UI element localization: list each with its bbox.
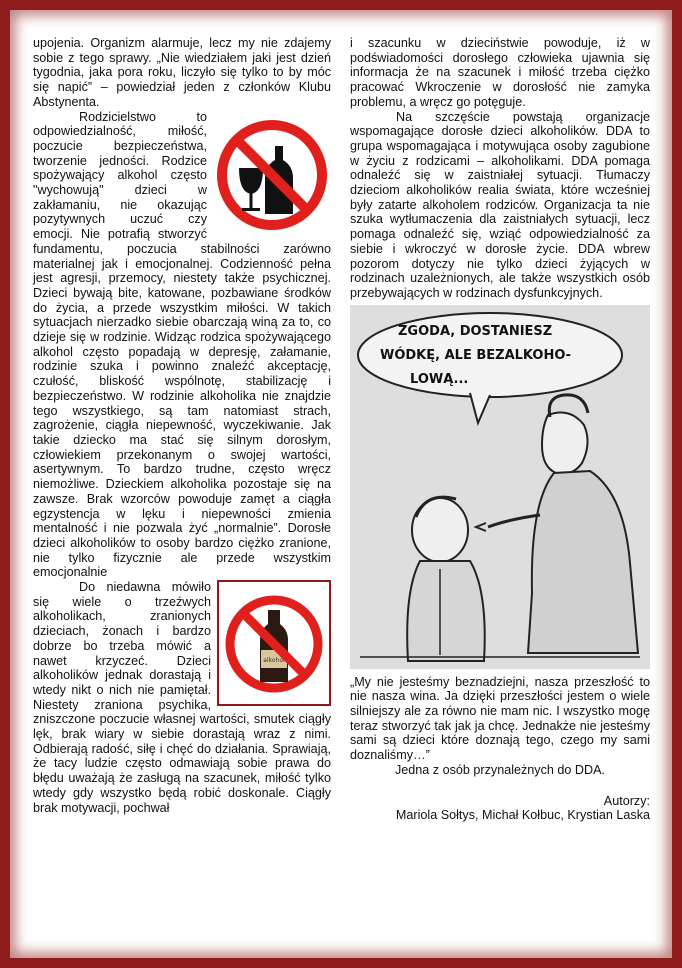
speech-line-1: ZGODA, DOSTANIESZ: [398, 323, 553, 339]
quote: „My nie jesteśmy beznadziejni, nasza przeszłość to nie nasza wina. Ja dzięki przeszłości jestem o wiele silniejszy ale za równo nie mam nic. I wszystko mogę teraz stworzyć tak jak ja chcę. Jednakże nie jesteśmy sami są dzieci które doznają tego, czego my sami doznaliśmy…”: [350, 674, 650, 763]
right-paragraph-2: Na szczęście powstają organizacje wspomagające dorosłe dzieci alkoholików. DDA to grupa wspomagająca i motywująca osoby zagubione w życiu z rodzicami – alkoholikami. DDA pomaga odnaleźć się w zaistniałej sytuacji. Tłumaczy dzieciom alkoholików realia świata, które wcześniej były zatarte alkoholem rodziców. Organizacja ta nie szuka wytłumaczenia dla zaistniałych sytuacji, lecz pomaga odnaleźć się, wziąć odpowiedzialność za siebie i wkroczyć w dorosłe życie. DDA wbrew pozorom dotyczy nie tylko dzieci żyjących w rodzinach uzależnionych, ale także wszystkich osób przebywających w rodzinach dysfunkcyjnych.: [350, 109, 650, 300]
left-paragraph-1: upojenia. Organizm alarmuje, lecz my nie zdajemy sobie z tego sprawy. „Nie wiedziałem jaki jest dzień tygodnia, jaka pora roku, liczyło się tylko to by móc się napić” – powiedział jeden z członków Klubu Abstynenta.: [33, 36, 331, 109]
left-paragraph-2: Rodzicielstwo to odpowiedzialność, miłość, poczucie bezpieczeństwa, tworzenie jedności. Rodzice spożywający alkohol często "wychowują" dzieci w zakłamaniu, nie okazując pozytywnych uczuć czy emocji. Nie potrafią stworzyć fundamentu, poczucia stabilności zarówno materialnej jak i emocjonalnej. Codzienność pełna jest agresji, przemocy, niestety także psychicznej. Dzieci bywają bite, katowane, pozbawiane środków do życia, a przede wszystkim miłości. W takich sytuacjach nierzadko siebie obarczają winą za to, co dzieje się w rodzinie. Widząc rodzica spożywającego alkohol często popadają w depresję, załamanie, rodzinie szuka i powinno znaleźć akceptację, czułość, bliskość wspólnotę, stabilizację i bezpieczeństwo. W rodzinie alkoholika nie znajdzie tego wszystkiego, są tam natomiast strach, zagrożenie, ciągła niepewność, wyczekiwanie. Jak takie dziecko ma stać się silnym dorosłym, człowiekiem przekonanym o swojej wartości, asertywnym. To bardzo trudne, często wręcz niemożliwe. Dzieckiem alkoholika pozostaje się na zawsze. Brak wzorców powoduje zamęt a ciągła egzystencja w lęku i niepewności zmienia mentalność i nie pozwala żyć „normalnie”. Dorosłe dzieci alkoholików to osoby bardzo ciężko zranione, nie tylko fizycznie ale przede wszystkim emocjonalnie: [33, 109, 331, 580]
authors-names: Mariola Sołtys, Michał Kołbuc, Krystian Laska: [395, 808, 650, 823]
speech-line-2: WÓDKĘ, ALE BEZALKOHO-: [380, 347, 572, 363]
speech-line-3: LOWĄ...: [410, 371, 469, 387]
bottle-label: alkohol: [263, 657, 285, 665]
quote-source: Jedna z osób przynależnych do DDA.: [394, 762, 605, 777]
authors-label: Autorzy:: [603, 793, 650, 808]
left-paragraph-3: Do niedawna mówiło się wiele o trzeźwych alkoholikach, zranionych dzieciach, żonach i bardzo dobrze bo trzeba mówić a nawet krzyczeć. Dzieci alkoholików jednak dorastają i wtedy nikt o nich nie pamiętał. Niestety zraniona psychika, zniszczone poczucie własnej wartości, smutek ciągły lęk, brak wiary w siebie dorastają wraz z nimi. Odbierają radość, siłę i chęć do działania. Sprawiają, że tacy ludzie często odmawiają sobie prawa do błędu uważają że zasługą na szacunek, miłość tylko wtedy gdy wszystko będą robić doskonale. Ciągły brak motywacji, pochwał: [33, 580, 331, 815]
right-paragraph-1: i szacunku w dzieciństwie powoduje, iż w podświadomości dorosłego człowieka ujawnia się informacja że na szacunek i miłość trzeba ciężko pracować Wkroczenie w dorosłość nie zamyka problemu, a wręcz go potęguje.: [350, 36, 650, 109]
